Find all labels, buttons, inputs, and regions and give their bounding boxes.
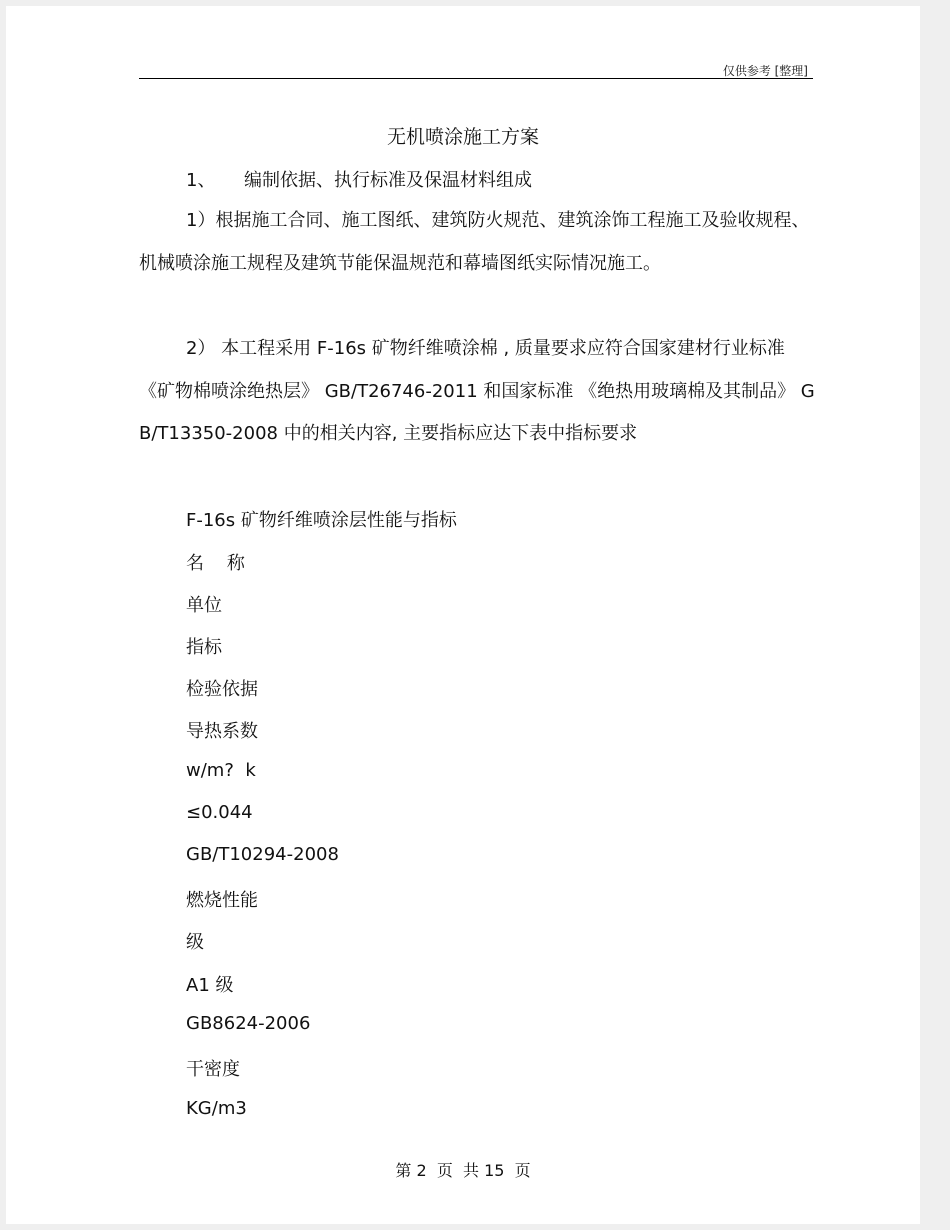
table-line: A1 级 (186, 975, 234, 996)
table-line: 导热系数 (186, 721, 258, 742)
table-line: w/m? k (186, 760, 256, 781)
table-caption: F-16s 矿物纤维喷涂层性能与指标 (186, 510, 457, 531)
table-line: 燃烧性能 (186, 890, 258, 911)
table-line: ≤0.044 (186, 802, 253, 823)
table-line: 单位 (186, 595, 222, 616)
header-rule (139, 78, 813, 79)
table-line: 检验依据 (186, 679, 258, 700)
document-title: 无机喷涂施工方案 (386, 126, 539, 148)
section-heading: 1、 编制依据、执行标准及保温材料组成 (186, 170, 533, 191)
paragraph-2: 2） 本工程采用 F-16s 矿物纤维喷涂棉 , 质量要求应符合国家建材行业标准 《矿物棉喷涂绝热层》 GB/T26746-2011 和国家标准 《绝热用玻璃棉及其制品》 GB/T13350-2008 中的相关内容, 主要指标应达下表中指标要求 (139, 338, 815, 444)
table-line: GB/T10294-2008 (186, 844, 339, 865)
table-line: 名 称 (186, 553, 245, 574)
table-line: 级 (186, 932, 204, 953)
table-line: 干密度 (186, 1059, 240, 1080)
page-number-footer: 第 2 页 共 15 页 (395, 1161, 531, 1180)
table-line: 指标 (186, 637, 222, 658)
paragraph-1: 1）根据施工合同、施工图纸、建筑防火规范、建筑涂饰工程施工及验收规程、 机械喷涂施工规程及建筑节能保温规范和幕墙图纸实际情况施工。 (139, 210, 810, 274)
header-note: 仅供参考 [整理] (722, 64, 808, 78)
table-line: KG/m3 (186, 1098, 247, 1119)
table-line: GB8624-2006 (186, 1013, 311, 1034)
document-page (6, 6, 920, 1224)
